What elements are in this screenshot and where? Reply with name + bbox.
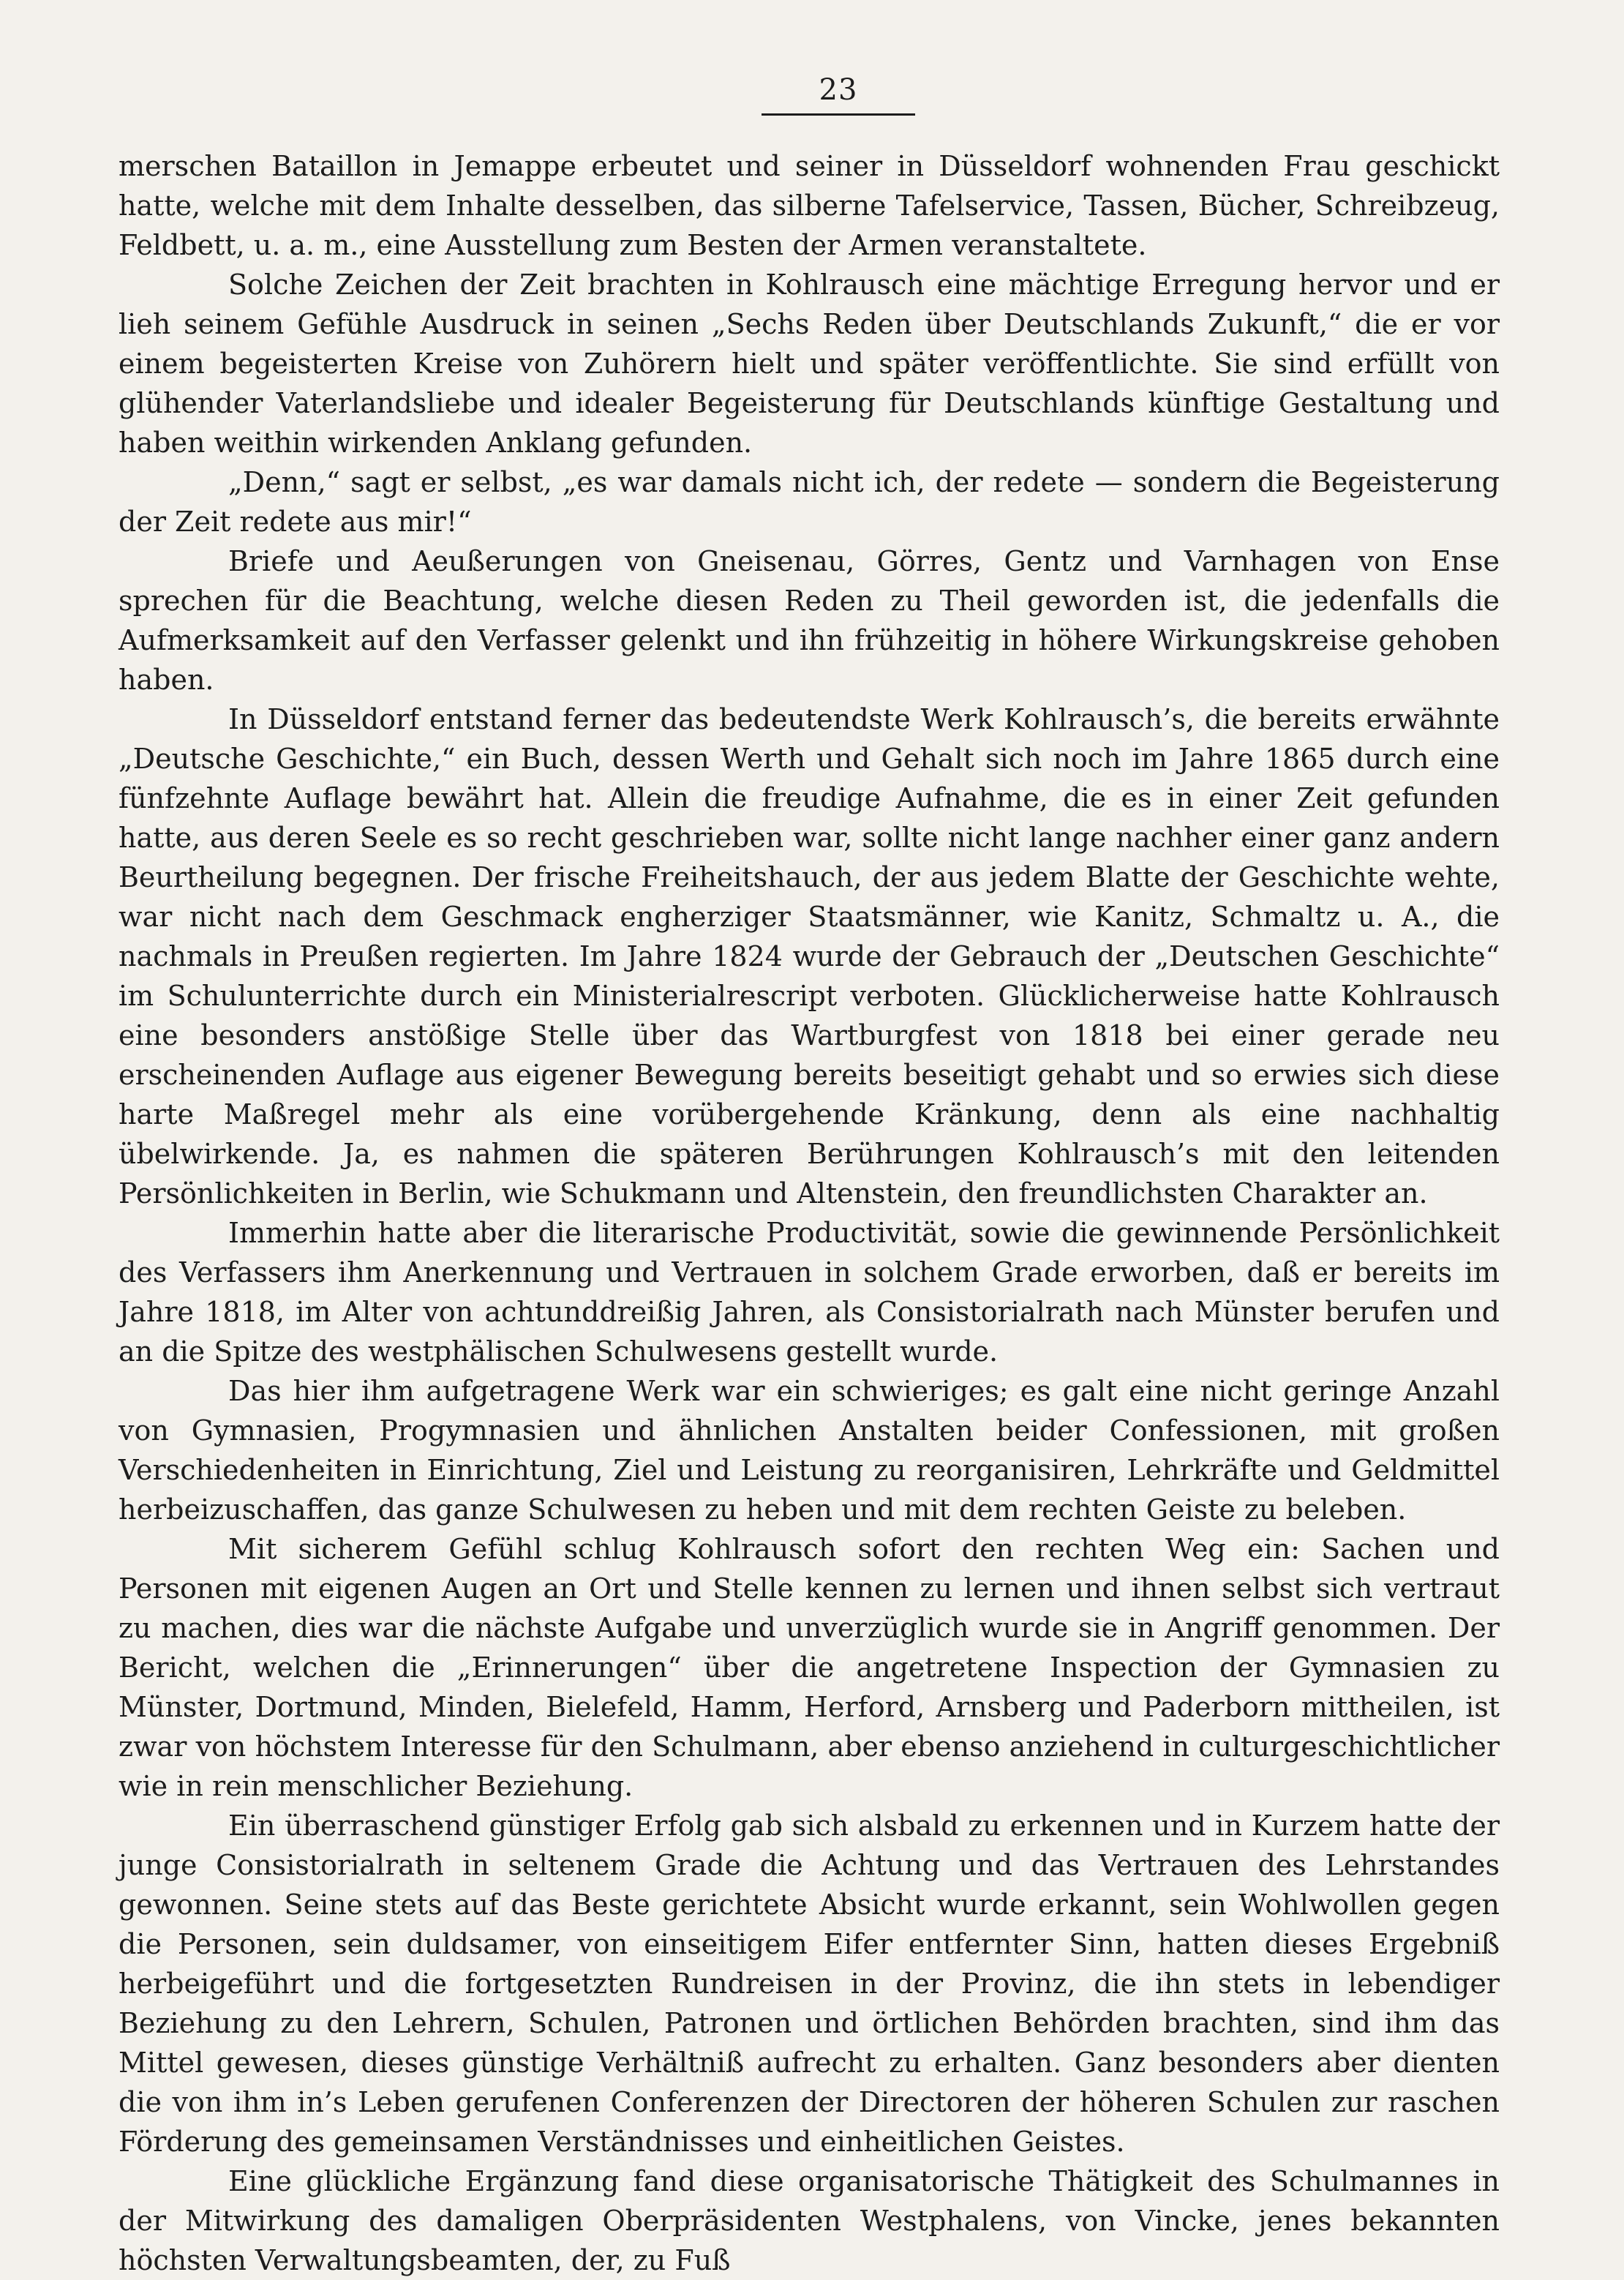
paragraph: Mit sicherem Gefühl schlug Kohlrausch sofort den rechten Weg ein: Sachen und Personen mit eigenen Augen an Ort und Stelle kennen zu lernen und ihnen selbst sich vertraut zu machen, dies war die nächste Aufgabe und unverzüglich wurde sie in Angriff genommen. Der Bericht, welchen die „Erinnerungen“ über die angetretene Inspection der Gymnasien zu Münster, Dortmund, Minden, Bielefeld, Hamm, Herford, Arnsberg und Paderborn mittheilen, ist zwar von höchstem Interesse für den Schulmann, aber ebenso anziehend in culturgeschichtlicher wie in rein menschlicher Beziehung. [119,1533,1500,1802]
paragraph: In Düsseldorf entstand ferner das bedeutendste Werk Kohlrausch’s, die bereits erwähnte „Deutsche Geschichte,“ ein Buch, dessen Werth und Gehalt sich noch im Jahre 1865 durch eine fünfzehnte Auflage bewährt hat. Allein die freudige Aufnahme, die es in einer Zeit gefunden hatte, aus deren Seele es so recht geschrieben war, sollte nicht lange nachher einer ganz andern Beurtheilung begegnen. Der frische Freiheitshauch, der aus jedem Blatte der Geschichte wehte, war nicht nach dem Geschmack engherziger Staatsmänner, wie Kanitz, Schmaltz u. A., die nachmals in Preußen regierten. Im Jahre 1824 wurde der Gebrauch der „Deutschen Geschichte“ im Schulunterrichte durch ein Ministerialrescript verboten. Glücklicherweise hatte Kohlrausch eine besonders anstößige Stelle über das Wartburgfest von 1818 bei einer gerade neu erscheinenden Auflage aus eigener Bewegung bereits beseitigt gehabt und so erwies sich diese harte Maßregel mehr als eine vorübergehende Kränkung, denn als eine nachhaltig übelwirkende. Ja, es nahmen die späteren Berührungen Kohlrausch’s mit den leitenden Persönlichkeiten in Berlin, wie Schukmann und Altenstein, den freundlichsten Charakter an. [119,703,1500,1210]
paragraph-continues: Eine glückliche Ergänzung fand diese organisatorische Thätigkeit des Schulmannes in der Mitwirkung des damaligen Oberpräsidenten Westphalens, von Vincke, jenes bekannten höchsten Verwaltungsbeamten, der, zu Fuß [119,2165,1500,2276]
paragraph-quote: „Denn,“ sagt er selbst, „es war damals nicht ich, der redete — sondern die Begeisterung der Zeit redete aus mir!“ [119,466,1500,538]
body-text [119,146,1500,2280]
paragraph: Ein überraschend günstiger Erfolg gab sich alsbald zu erkennen und in Kurzem hatte der junge Consistorialrath in seltenem Grade die Achtung und das Vertrauen des Lehrstandes gewonnen. Seine stets auf das Beste gerichtete Absicht wurde erkannt, sein Wohlwollen gegen die Personen, sein duldsamer, von einseitigem Eifer entfernter Sinn, hatten dieses Ergebniß herbeigeführt und die fortgesetzten Rundreisen in der Provinz, die ihn stets in lebendiger Beziehung zu den Lehrern, Schulen, Patronen und örtlichen Behörden brachten, sind ihm das Mittel gewesen, dieses günstige Verhältniß aufrecht zu erhalten. Ganz besonders aber dienten die von ihm in’s Leben gerufenen Conferenzen der Directoren der höheren Schulen zur raschen Förderung des gemeinsamen Verständnisses und einheitlichen Geistes. [119,1810,1500,2158]
paragraph-continuation: merschen Bataillon in Jemappe erbeutet und seiner in Düsseldorf wohnenden Frau geschickt hatte, welche mit dem Inhalte desselben, das silberne Tafelservice, Tassen, Bücher, Schreibzeug, Feldbett, u. a. m., eine Ausstellung zum Besten der Armen veranstaltete. [119,150,1500,261]
page-number: 23 [819,73,858,107]
paragraph: Das hier ihm aufgetragene Werk war ein schwieriges; es galt eine nicht geringe Anzahl von Gymnasien, Progymnasien und ähnlichen Anstalten beider Confessionen, mit großen Verschiedenheiten in Einrichtung, Ziel und Leistung zu reorganisiren, Lehrkräfte und Geldmittel herbeizuschaffen, das ganze Schulwesen zu heben und mit dem rechten Geiste zu beleben. [119,1375,1500,1526]
page-number-rule [762,113,915,116]
paragraph: Immerhin hatte aber die literarische Productivität, sowie die gewinnende Persönlichkeit des Verfassers ihm Anerkennung und Vertrauen in solchem Grade erworben, daß er bereits im Jahre 1818, im Alter von achtunddreißig Jahren, als Consistorialrath nach Münster berufen und an die Spitze des westphälischen Schulwesens gestellt wurde. [119,1217,1500,1368]
paragraph: Solche Zeichen der Zeit brachten in Kohlrausch eine mächtige Erregung hervor und er lieh seinem Gefühle Ausdruck in seinen „Sechs Reden über Deutschlands Zukunft,“ die er vor einem begeisterten Kreise von Zuhörern hielt und später veröffentlichte. Sie sind erfüllt von glühender Vaterlandsliebe und idealer Begeisterung für Deutschlands künftige Gestaltung und haben weithin wirkenden Anklang gefunden. [119,269,1500,459]
paragraph: Briefe und Aeußerungen von Gneisenau, Görres, Gentz und Varnhagen von Ense sprechen für die Beachtung, welche diesen Reden zu Theil geworden ist, die jedenfalls die Aufmerksamkeit auf den Verfasser gelenkt und ihn frühzeitig in höhere Wirkungskreise gehoben haben. [119,545,1500,696]
